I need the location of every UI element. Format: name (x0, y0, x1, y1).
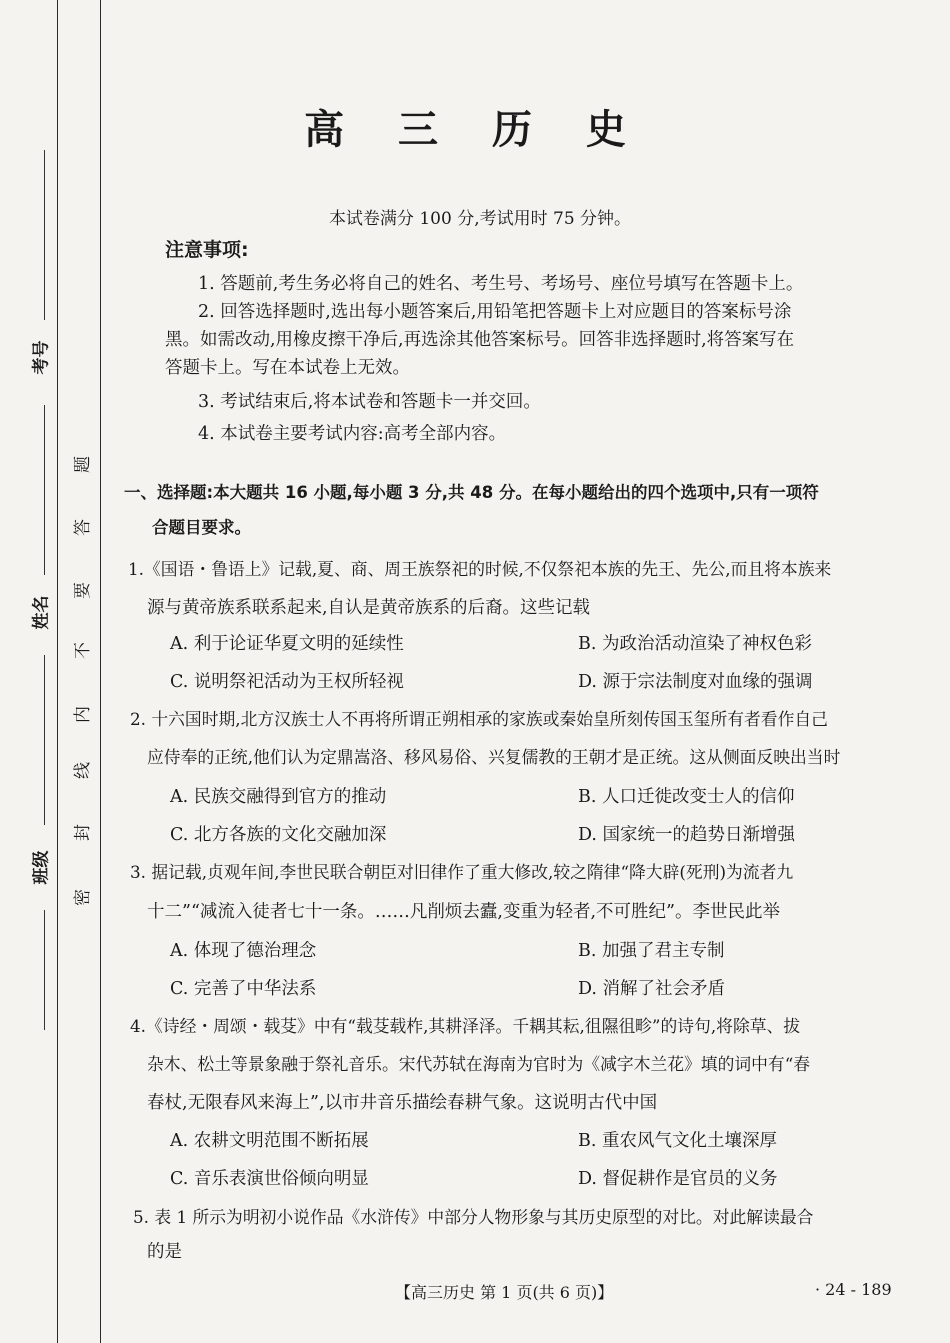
class-blank (44, 655, 45, 825)
notice-line: 4. 本试卷主要考试内容:高考全部内容。 (198, 424, 507, 444)
class-label: 班级 (31, 850, 52, 885)
exam-no-blank (44, 150, 45, 320)
paper-code: · 24 - 189 (815, 1280, 892, 1299)
seal-char: 不 (73, 642, 93, 659)
binding-line-inner (100, 0, 101, 1343)
question-stem: 十二”“减流入徒者七十一条。……凡削烦去蠹,变重为轻者,不可胜纪”。李世民此举 (147, 902, 780, 922)
seal-char: 密 (73, 889, 93, 906)
question-stem: 源与黄帝族系联系起来,自认是黄帝族系的后裔。这些记载 (147, 598, 591, 618)
seal-char: 内 (73, 706, 93, 723)
option-b[interactable]: B. 人口迁徙改变士人的信仰 (578, 787, 795, 807)
exam-info: 本试卷满分 100 分,考试用时 75 分钟。 (328, 209, 632, 229)
page-footer: 【高三历史 第 1 页(共 6 页)】 (395, 1283, 614, 1302)
notice-line: 黑。如需改动,用橡皮擦干净后,再选涂其他答案标号。回答非选择题时,将答案写在 (165, 330, 795, 350)
option-c[interactable]: C. 北方各族的文化交融加深 (170, 825, 387, 845)
question-stem: 杂木、松土等景象融于祭礼音乐。宋代苏轼在海南为官时为《减字木兰花》填的词中有“春 (147, 1054, 811, 1074)
option-a[interactable]: A. 农耕文明范围不断拓展 (170, 1131, 369, 1151)
section-heading-cont: 合题目要求。 (152, 518, 251, 537)
option-c[interactable]: C. 完善了中华法系 (170, 979, 317, 999)
seal-char: 题 (73, 456, 93, 473)
question-stem: 的是 (147, 1242, 182, 1262)
class-blank-lower (44, 910, 45, 1030)
option-b[interactable]: B. 重农风气文化土壤深厚 (578, 1131, 777, 1151)
question-stem: 1.《国语・鲁语上》记载,夏、商、周王族祭祀的时候,不仅祭祀本族的先王、先公,而且将本族来 (128, 559, 832, 579)
option-c[interactable]: C. 音乐表演世俗倾向明显 (170, 1169, 369, 1189)
exam-no-label: 考号 (31, 340, 52, 375)
option-c[interactable]: C. 说明祭祀活动为王权所轻视 (170, 672, 404, 692)
seal-char: 封 (73, 824, 93, 841)
option-d[interactable]: D. 国家统一的趋势日渐增强 (578, 825, 796, 845)
question-stem: 4.《诗经・周颂・载芟》中有“载芟载柞,其耕泽泽。千耦其耘,徂隰徂畛”的诗句,将除草、拔 (130, 1016, 801, 1036)
name-label: 姓名 (31, 595, 52, 630)
name-blank (44, 405, 45, 575)
page-title: 高 三 历 史 (304, 107, 646, 153)
seal-char: 要 (73, 582, 93, 599)
notice-line: 3. 考试结束后,将本试卷和答题卡一并交回。 (198, 392, 541, 412)
option-d[interactable]: D. 督促耕作是官员的义务 (578, 1169, 778, 1189)
notice-line: 2. 回答选择题时,选出每小题答案后,用铅笔把答题卡上对应题目的答案标号涂 (198, 302, 792, 322)
seal-char: 线 (73, 762, 93, 779)
binding-line-outer (57, 0, 58, 1343)
notice-line: 答题卡上。写在本试卷上无效。 (165, 358, 410, 378)
question-stem: 5. 表 1 所示为明初小说作品《水浒传》中部分人物形象与其历史原型的对比。对此解读最合 (133, 1207, 814, 1227)
option-a[interactable]: A. 民族交融得到官方的推动 (170, 787, 387, 807)
option-d[interactable]: D. 消解了社会矛盾 (578, 979, 726, 999)
option-b[interactable]: B. 为政治活动渲染了神权色彩 (578, 634, 812, 654)
option-d[interactable]: D. 源于宗法制度对血缘的强调 (578, 672, 813, 692)
seal-char: 答 (73, 519, 93, 536)
option-a[interactable]: A. 利于论证华夏文明的延续性 (170, 634, 404, 654)
notice-title: 注意事项: (165, 239, 249, 261)
option-a[interactable]: A. 体现了德治理念 (170, 941, 317, 961)
notice-line: 1. 答题前,考生务必将自己的姓名、考生号、考场号、座位号填写在答题卡上。 (198, 274, 804, 294)
question-stem: 应侍奉的正统,他们认为定鼎嵩洛、移风易俗、兴复儒教的王朝才是正统。这从侧面反映出当时 (147, 747, 841, 767)
option-b[interactable]: B. 加强了君主专制 (578, 941, 725, 961)
question-stem: 春杖,无限春风来海上”,以市井音乐描绘春耕气象。这说明古代中国 (147, 1093, 658, 1113)
question-stem: 2. 十六国时期,北方汉族士人不再将所谓正朔相承的家族或秦始皇所刻传国玉玺所有者看作自己 (130, 709, 828, 729)
question-stem: 3. 据记载,贞观年间,李世民联合朝臣对旧律作了重大修改,较之隋律“降大辟(死刑)为流者九 (130, 862, 794, 882)
section-heading: 一、选择题:本大题共 16 小题,每小题 3 分,共 48 分。在每小题给出的四个选项中,只有一项符 (124, 483, 819, 502)
